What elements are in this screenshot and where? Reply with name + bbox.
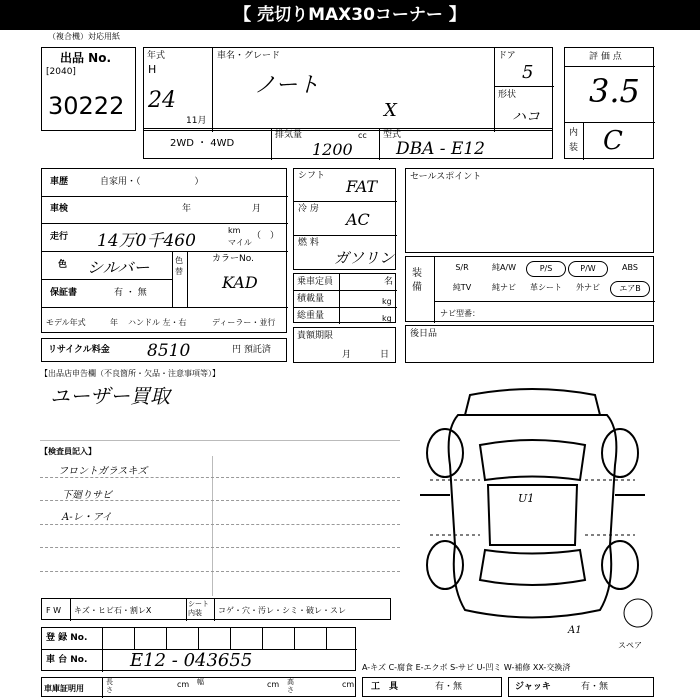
capacity-box [293, 273, 396, 323]
equipment-item: 純ナビ [492, 283, 516, 292]
recycle-box [41, 338, 287, 362]
displacement-label: 排気量 [275, 130, 303, 140]
paper-note: （複合機）対応用紙 [48, 32, 120, 41]
reg-grid-line [230, 628, 231, 649]
shift-value: FAT [346, 177, 378, 196]
year-label: 年式 [147, 51, 166, 61]
damage-mark-u1: U1 [518, 492, 535, 505]
year-month: 11月 [186, 116, 207, 126]
reg-grid-line [326, 628, 327, 649]
cert-length: 長さ [106, 678, 113, 694]
banner-title: 【 売切りMAX30コーナー 】 [0, 0, 700, 30]
inspector-line-2: 下廻りサビ [62, 490, 112, 501]
equipment-label: 装備 [412, 268, 422, 293]
later-label: 後日品 [410, 329, 438, 339]
car-damage-diagram [410, 385, 655, 630]
model-grade: X [384, 100, 397, 121]
score-label: 評 価 点 [589, 52, 622, 62]
year-era: H [148, 63, 157, 76]
inspector-label: 【検査員記入】 [40, 447, 96, 456]
load-label: 積載量 [297, 294, 325, 304]
ac-label: 冷 房 [298, 204, 319, 214]
mileage-label: 走行 [50, 232, 69, 242]
color-label: 色 [58, 260, 68, 270]
shift-box [293, 168, 396, 270]
shift-label: シフト [298, 171, 326, 181]
fw-items: キズ・ヒビ石・割レX [74, 606, 152, 615]
lot-label: 出品 No. [60, 51, 112, 65]
body-value: ハコ [512, 109, 540, 125]
model-year-label: モデル年式 [46, 318, 86, 327]
reg-box [41, 627, 356, 671]
fw-label: F W [46, 606, 62, 615]
spare-label: スペア [618, 641, 642, 650]
inspection-month: 月 [252, 204, 262, 214]
displacement-value: 1200 [312, 140, 353, 159]
lot-number: 30222 [48, 92, 125, 120]
equipment-item: P/S [526, 261, 566, 277]
load-unit: kg [382, 297, 392, 306]
door-label: ドア [498, 51, 516, 61]
cert-length-cm: cm [177, 680, 190, 689]
cert-height-cm: cm [342, 680, 355, 689]
color-no-value: KAD [222, 273, 258, 292]
capacity-unit: 名 [384, 277, 394, 287]
interior-label-1: 内 [569, 128, 579, 138]
lot-box [41, 47, 136, 131]
cert-width-cm: cm [267, 680, 280, 689]
drive-text: 2WD ・ 4WD [170, 138, 235, 149]
equipment-item: 革シート [530, 283, 562, 292]
chassis-label: 車 台 No. [46, 655, 88, 665]
interior-label-2: 装 [569, 143, 579, 153]
warranty-value: 有 ・ 無 [114, 288, 147, 298]
displacement-unit: cc [358, 131, 367, 140]
jack-label: ジャッキ [515, 682, 551, 692]
equipment-box [405, 256, 654, 322]
year-model-box [143, 47, 553, 131]
damage-mark-a1: A1 [568, 625, 582, 636]
equipment-item: P/W [568, 261, 608, 277]
equipment-item: ABS [622, 263, 638, 272]
recycle-label: リサイクル料金 [48, 345, 110, 355]
model-year-year: 年 [110, 318, 118, 327]
expiry-month: 月 [342, 350, 352, 360]
equipment-item: 純TV [452, 283, 472, 292]
year-value: 24 [148, 88, 176, 113]
model-label: 車名・グレード [217, 51, 281, 61]
reg-grid-line [198, 628, 199, 649]
score-box [564, 47, 654, 159]
color-change-label: 色替 [175, 256, 183, 276]
tools-box [362, 677, 502, 697]
cert-height: 高さ [287, 678, 294, 694]
warranty-label: 保証書 [50, 288, 78, 298]
recycle-unit: 円 預託済 [232, 345, 271, 355]
reg-grid-line [294, 628, 295, 649]
mileage-unit-km: km [228, 226, 241, 235]
expiry-box [293, 327, 396, 363]
damage-legend: A-キズ C-腐食 E-エクボ S-サビ U-凹ミ W-補修 XX-交換済 [362, 663, 571, 672]
spec-box [41, 168, 287, 333]
chassis-value: E12 - 043655 [130, 650, 253, 671]
door-value: 5 [522, 62, 534, 83]
lot-tag: [2040] [46, 67, 76, 77]
fuel-label: 燃 料 [298, 238, 319, 248]
model-name: ノート [254, 73, 320, 98]
sales-point-label: セールスポイント [410, 172, 482, 182]
reg-grid-line [166, 628, 167, 649]
mileage-value: 14万0千460 [97, 231, 196, 251]
cert-label: 車庫証明用 [44, 684, 84, 693]
inspector-line-1: フロントガラスキズ [58, 466, 148, 477]
reg-grid-line [262, 628, 263, 649]
reg-grid-line [134, 628, 135, 649]
seat-label: シート内装 [188, 600, 209, 617]
fw-row [41, 598, 391, 620]
seat-items: コゲ・穴・汚レ・シミ・破レ・スレ [218, 606, 346, 615]
drive-box [143, 128, 553, 159]
tools-label: 工 具 [371, 682, 399, 692]
cert-box [41, 677, 356, 697]
ac-value: AC [346, 210, 370, 229]
tools-value: 有・無 [435, 682, 463, 692]
fuel-value: ガソリン [334, 249, 395, 267]
color-no-label: カラーNo. [212, 254, 254, 264]
interior-value: C [603, 126, 623, 156]
later-box [405, 325, 654, 363]
equipment-item: エアB [610, 281, 650, 297]
inspector-line-3: A-レ・アイ [62, 512, 112, 523]
color-value: シルバー [87, 258, 150, 277]
recycle-value: 8510 [147, 341, 191, 361]
mileage-paren: （ ） [252, 231, 280, 241]
expiry-label: 貴額期限 [297, 331, 334, 341]
body-label: 形状 [498, 90, 517, 100]
dealer-text: ディーラー・並行 [212, 318, 276, 327]
type-value: DBA - E12 [396, 139, 485, 159]
equipment-item: 外ナビ [576, 283, 600, 292]
jack-value: 有・無 [581, 682, 609, 692]
inspection-label: 車検 [50, 204, 69, 214]
navi-label: ナビ型番： [440, 309, 480, 318]
cert-width: 幅 [197, 678, 204, 686]
seller-notes-value: ユーザー買取 [50, 384, 170, 408]
inspection-year: 年 [182, 204, 192, 214]
weight-label: 総重量 [297, 311, 325, 321]
seller-notes-label: 【出品店申告欄（不良箇所・欠品・注意事項等）】 [40, 369, 220, 378]
sales-point-box [405, 168, 654, 253]
mileage-unit-mile: マイル [228, 238, 252, 247]
equipment-item: S/R [455, 263, 469, 272]
type-label: 型式 [383, 130, 402, 140]
weight-unit: kg [382, 314, 392, 323]
score-value: 3.5 [589, 72, 640, 110]
equipment-item: 純A/W [491, 263, 517, 272]
history-value: 自家用・（ ） [100, 177, 204, 187]
handle-text: ハンドル 左・右 [128, 318, 187, 327]
expiry-day: 日 [380, 350, 390, 360]
reg-label: 登 録 No. [46, 633, 88, 643]
history-label: 車歴 [50, 177, 69, 187]
jack-box [508, 677, 654, 697]
capacity-label: 乗車定員 [297, 277, 334, 287]
